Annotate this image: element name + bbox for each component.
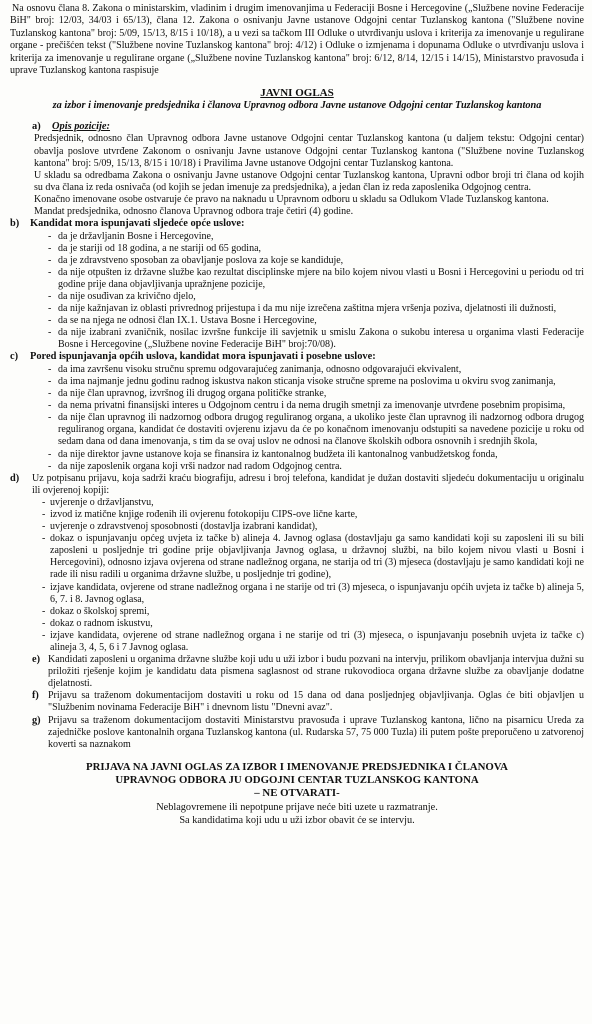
list-item: - dokaz o ispunjavanju općeg uvjeta iz tačke b) alineja 4. Javnog oglasa (dostavljaju ga samo kandidati koji su zaposleni ili su bili zaposleni u posljednje tri godine prije objavljivanja Javnog oglasa, u državnoj službi, na bilo kojem nivou vlasti u Bosni i Hercegovini), odnosno izjava ovjerena od strane nadležnog organa, ne starija od tri (3) mjeseca (dostavljaju je samo kandidati koji ne rade ili nisu radili u organima državne službe, u posljednje tri godine), (50, 533, 584, 581)
section-a-paragraph-1: Predsjednik, odnosno član Upravnog odbora Javne ustanove Odgojni centar Tuzlanskog kantona (u daljem tekstu: Odgojni centar) obavlja poslove utvrđene Zakonom o osnivanju Javne ustanove Odgojni centar Tuzlanskog kantona ("Službene novine Tuzlanskog kantona" broj: 5/09, 15/13, 8/15 i 10/18) i Pravilima Javne ustanove Odgojni centar Tuzlanskog kantona. (34, 133, 584, 169)
section-a-paragraph-3: Konačno imenovane osobe ostvaruje će pravo na naknadu u Upravnom odboru u skladu sa Odlukom Vlade Tuzlanskog kantona. (34, 193, 549, 205)
section-b-list (10, 231, 584, 352)
list-item: - da ima završenu visoku stručnu spremu odgovarajućeg zanimanja, odnosno odgovarajući ekvivalent, (58, 364, 584, 376)
section-e-text: Kandidati zaposleni u organima državne službe koji udu u uži izbor i budu pozvani na intervju, prilikom obavljanja intervjua dužni su priložiti rješenje kojim je kandidatu data pismena saglasnost od strane rukovodioca organa državne službe za obavljanje dodatne djelatnosti. (48, 654, 584, 690)
list-item: - izjave kandidata, ovjerene od strane nadležnog organa i ne starije od tri (3) mjeseca, o ispunjavanju općih uvjeta iz tačke b) alineja 5, 6, 7. i 8. Javnog oglasa, (50, 582, 584, 606)
list-item: - da nije član upravnog, izvršnog ili drugog organa političke stranke, (58, 388, 584, 400)
section-a (10, 121, 584, 218)
list-item: - da nije kažnjavan iz oblasti privrednog prijestupa i da mu nije izrečena zaštitna mjera vršenja poziva, djelatnosti ili dužnosti, (58, 303, 584, 315)
section-e (10, 654, 584, 690)
section-a-paragraph-2: U skladu sa odredbama Zakona o osnivanju Javne ustanove Odgojni centar Tuzlanskog kantona, Upravni odbor broji tri člana od kojih su dva člana iz reda osnivača (od kojih se jedan imenuje za predsjednika), a jedan član iz reda zaposlenika Odgojnog centra. (34, 169, 584, 193)
section-d (10, 473, 584, 654)
list-item: - dokaz o radnom iskustvu, (50, 618, 584, 630)
section-c-label: c) (10, 351, 19, 363)
section-a-title (10, 121, 584, 133)
section-f-text: Prijavu sa traženom dokumentacijom dostaviti u roku od 15 dana od dana posljednjeg objavljivanja. Oglas će biti objavljen u "Službenim novinama Federacije BiH" i dnevnom listu "Dnevni avaz". (48, 690, 584, 714)
list-item: - dokaz o školskoj spremi, (50, 606, 584, 618)
section-g (10, 715, 584, 751)
intro-paragraph: Na osnovu člana 8. Zakona o ministarskim, vladinim i drugim imenovanjima u Federaciji Bosne i Hercegovine („Službene novine Federacije BiH" broj: 12/03, 34/03 i 65/13), člana 12. Zakona o osnivanju Javne ustanove Odgojni centar Tuzlanskog kantona ("Službene novine Tuzlanskog kantona" broj: 5/09, 15/13, 8/15 i 10/18), a u vezi sa tačkom III Odluke o utvrđivanju uslova i kriterija za imenovanje u regulirane organe - prečišćen tekst ("Službene novine Tuzlanskog kantona" broj: 4/12) i Odluke o izmjenama i dopunama Odluke o utvrđivanju uslova i kriterija za imenovanje u regulirane organe („Službene novine Tuzlanskog kantona" broj: 6/12, 8/14, 12/15 i 14/15), Ministarstvo pravosuđa i uprave Tuzlanskog kantona raspisuje (10, 3, 584, 77)
list-item: - da nije izabrani zvaničnik, nosilac izvršne funkcije ili savjetnik u smislu Zakona o sukobu interesa u organima vlasti Federacije Bosne i Hercegovine („Službene novine Federacije BiH" broj:70/08). (58, 327, 584, 351)
list-item: - da nije član upravnog ili nadzornog odbora drugog reguliranog organa, a ukoliko jeste član upravnog ili nadzornog odbora drugog reguliranog organa, kandidat će dostaviti ovjerenu izjavu da će po konačnom imenovanju odstupiti sa navedene pozicije u roku od sedam dana od dana imenovanja, s tim da se ovaj uslov ne odnosi na članove školskih odbora osnovnih i srednjih škola, (58, 412, 584, 448)
list-item: - da nije direktor javne ustanove koja se finansira iz kantonalnog budžeta ili kantonalnog vanbudžetskog fonda, (58, 449, 584, 461)
envelope-line-3: – NE OTVARATI- (254, 786, 340, 799)
section-a-heading: Opis pozicije: (52, 121, 111, 133)
notice-title: JAVNI OGLAS (260, 87, 334, 100)
list-item: - izjave kandidata, ovjerene od strane nadležnog organa i ne starije od tri (3) mjeseca, o ispunjavanju posebnih uvjeta iz tačke c) alineja 3, 4, 5, 6 i 7 Javnog oglasa. (50, 630, 584, 654)
closing-notes (10, 802, 584, 828)
list-item: - da nije zaposlenik organa koji vrši nadzor nad radom Odgojnog centra. (58, 461, 584, 473)
envelope-line-2: UPRAVNOG ODBORA JU ODGOJNI CENTAR TUZLANSKOG KANTONA (115, 773, 479, 786)
section-c-title (10, 351, 584, 363)
section-c-heading: Pored ispunjavanja općih uslova, kandidat mora ispunjavati i posebne uslove: (30, 351, 376, 363)
list-item: - uvjerenje o zdravstvenoj sposobnosti (dostavlja izabrani kandidat), (50, 521, 584, 533)
section-f-label: f) (32, 690, 39, 702)
list-item: - da nema privatni finansijski interes u Odgojnom centru i da nema drugih smetnji za imenovanje utvrđene posebnim propisima, (58, 400, 584, 412)
section-b (10, 218, 584, 351)
list-item: - da je zdravstveno sposoban za obavljanje poslova za koje se kandiduje, (58, 255, 584, 267)
section-d-label: d) (10, 472, 20, 484)
list-item: - da nije osuđivan za krivično djelo, (58, 291, 584, 303)
section-d-list (10, 497, 584, 654)
section-c (10, 351, 584, 472)
section-a-label: a) (32, 121, 41, 133)
section-b-label: b) (10, 218, 20, 230)
section-e-label: e) (32, 654, 40, 666)
section-a-paragraph-4: Mandat predsjednika, odnosno članova Upravnog odbora traje četiri (4) godine. (34, 206, 354, 217)
list-item: - da ima najmanje jednu godinu radnog iskustva nakon sticanja visoke stručne spreme na poslovima u okviru svog zanimanja, (58, 376, 584, 388)
envelope-label (10, 761, 584, 800)
section-b-heading: Kandidat mora ispunjavati sljedeće opće uslove: (30, 218, 245, 230)
section-b-title (10, 218, 584, 230)
closing-note-1: Neblagovremene ili nepotpune prijave neće biti uzete u razmatranje. (156, 801, 438, 813)
section-d-intro: Uz potpisanu prijavu, koja sadrži kraću biografiju, adresu i broj telefona, kandidat je dužan dostaviti sljedeću dokumentaciju u originalu ili ovjerenoj kopiji: (32, 472, 584, 496)
list-item: - da je stariji od 18 godina, a ne stariji od 65 godina, (58, 243, 584, 255)
envelope-line-1: PRIJAVA NA JAVNI OGLAS ZA IZBOR I IMENOVANJE PREDSJEDNIKA I ČLANOVA (86, 760, 508, 773)
list-item: - da se na njega ne odnosi član IX.1. Ustava Bosne i Hercegovine, (58, 315, 584, 327)
list-item: - da je državljanin Bosne i Hercegovine, (58, 231, 584, 243)
list-item: - uvjerenje o državljanstvu, (50, 497, 584, 509)
closing-note-2: Sa kandidatima koji udu u uži izbor obavit će se intervju. (179, 814, 415, 826)
section-f (10, 690, 584, 714)
list-item: - izvod iz matične knjige rođenih ili ovjerenu fotokopiju CIPS-ove lične karte, (50, 509, 584, 521)
section-c-list (10, 364, 584, 473)
section-g-label: g) (32, 714, 41, 726)
section-g-text: Prijavu sa traženom dokumentacijom dostaviti Ministarstvu pravosuđa i uprave Tuzlanskog kantona, lično na pisarnicu Ureda za zajedničke poslove kantonalnih organa Tuzlanskog kantona (ul. Rudarska 57, 75 000 Tuzla) ili putem pošte preporučeno u zatvorenoj koverti sa naznakom (48, 714, 584, 750)
section-d-intro-row (10, 473, 584, 497)
notice-subtitle: za izbor i imenovanje predsjednika i članova Upravnog odbora Javne ustanove Odgojni centar Tuzlanskog kantona (52, 100, 542, 112)
list-item: - da nije otpušten iz državne službe kao rezultat disciplinske mjere na bilo kojem nivou vlasti u Bosni i Hercegovini u periodu od tri godine prije dana objavljivanja upražnjene pozicije, (58, 267, 584, 291)
